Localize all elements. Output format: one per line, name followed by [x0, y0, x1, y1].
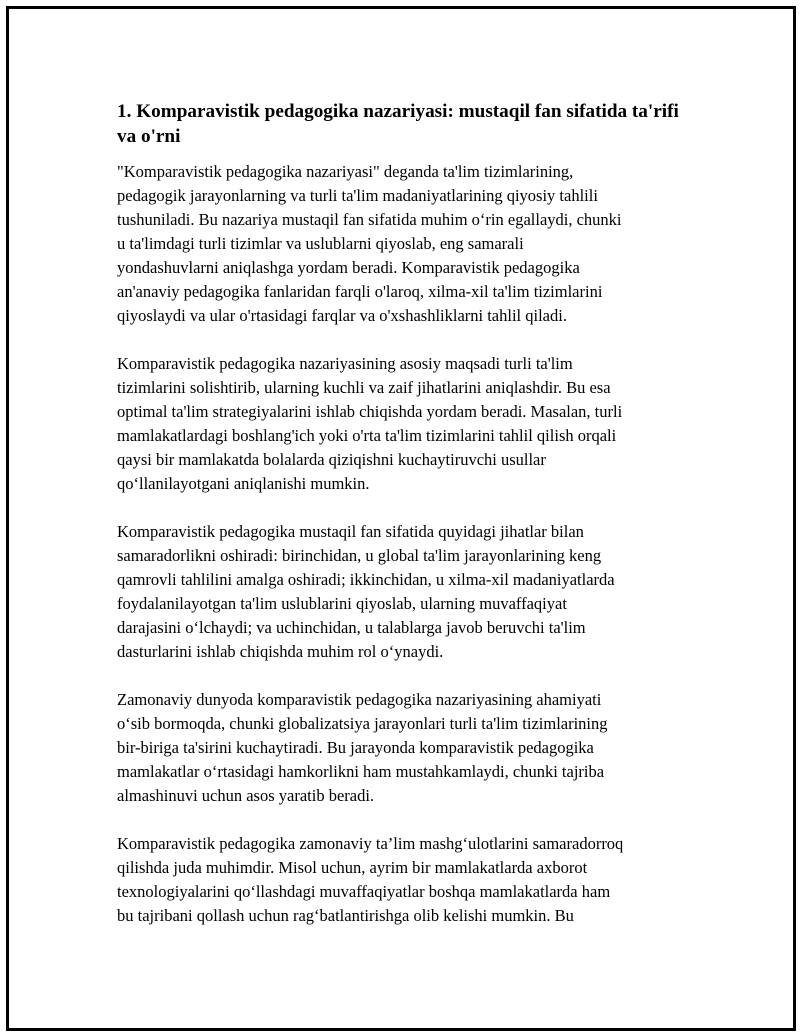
paragraph-1: "Komparavistik pedagogika nazariyasi" deganda ta'lim tizimlarining, pedagogik jarayonlarning va turli ta'lim madaniyatlarining qiyosiy tahlili tushuniladi. Bu nazariya mustaqil fan sifatida muhim o‘rin egallaydi, chunki u ta'limdagi turli tizimlar va uslublarni qiyoslab, eng samarali yondashuvlarni aniqlashga yordam beradi. Komparavistik pedagogika an'anaviy pedagogika fanlaridan farqli o'laroq, xilma-xil ta'lim tizimlarini qiyoslaydi va ular o'rtasidagi farqlar va o'xshashliklarni tahlil qiladi.	[117, 162, 622, 325]
document-body	[117, 99, 695, 952]
document-page	[6, 6, 796, 1031]
paragraph-5: Komparavistik pedagogika zamonaviy ta’lim mashg‘ulotlarini samaradorroq qilishda juda muhimdir. Misol uchun, ayrim bir mamlakatlarda axborot texnologiyalarini qo‘llashdagi muvaffaqiyatlar boshqa mamlakatlarda ham bu tajribani qollash uchun rag‘batlantirishga olib kelishi mumkin. Bu	[117, 834, 624, 925]
section-heading: 1. Komparavistik pedagogika nazariyasi: mustaqil fan sifatida ta'rifi va o'rni	[117, 101, 679, 147]
paragraph-4: Zamonaviy dunyoda komparavistik pedagogika nazariyasining ahamiyati o‘sib bormoqda, chunki globalizatsiya jarayonlari turli ta'lim tizimlarining bir-biriga ta'sirini kuchaytiradi. Bu jarayonda komparavistik pedagogika mamlakatlar o‘rtasidagi hamkorlikni ham mustahkamlaydi, chunki tajriba almashinuvi uchun asos yaratib beradi.	[117, 690, 608, 805]
paragraph-2: Komparavistik pedagogika nazariyasining asosiy maqsadi turli ta'lim tizimlarini solishtirib, ularning kuchli va zaif jihatlarini aniqlashdir. Bu esa optimal ta'lim strategiyalarini ishlab chiqishda yordam beradi. Masalan, turli mamlakatlardagi boshlang'ich yoki o'rta ta'lim tizimlarini tahlil qilish orqali qaysi bir mamlakatda bolalarda qiziqishni kuchaytiruvchi usullar qo‘llanilayotgani aniqlanishi mumkin.	[117, 354, 623, 493]
paragraph-3: Komparavistik pedagogika mustaqil fan sifatida quyidagi jihatlar bilan samaradorlikni oshiradi: birinchidan, u global ta'lim jarayonlarining keng qamrovli tahlilini amalga oshiradi; ikkinchidan, u xilma-xil madaniyatlarda foydalanilayotgan ta'lim uslublarini qiyoslab, ularning muvaffaqiyat darajasini o‘lchaydi; va uchinchidan, u talablarga javob beruvchi ta'lim dasturlarini ishlab chiqishda muhim rol o‘ynaydi.	[117, 522, 615, 661]
